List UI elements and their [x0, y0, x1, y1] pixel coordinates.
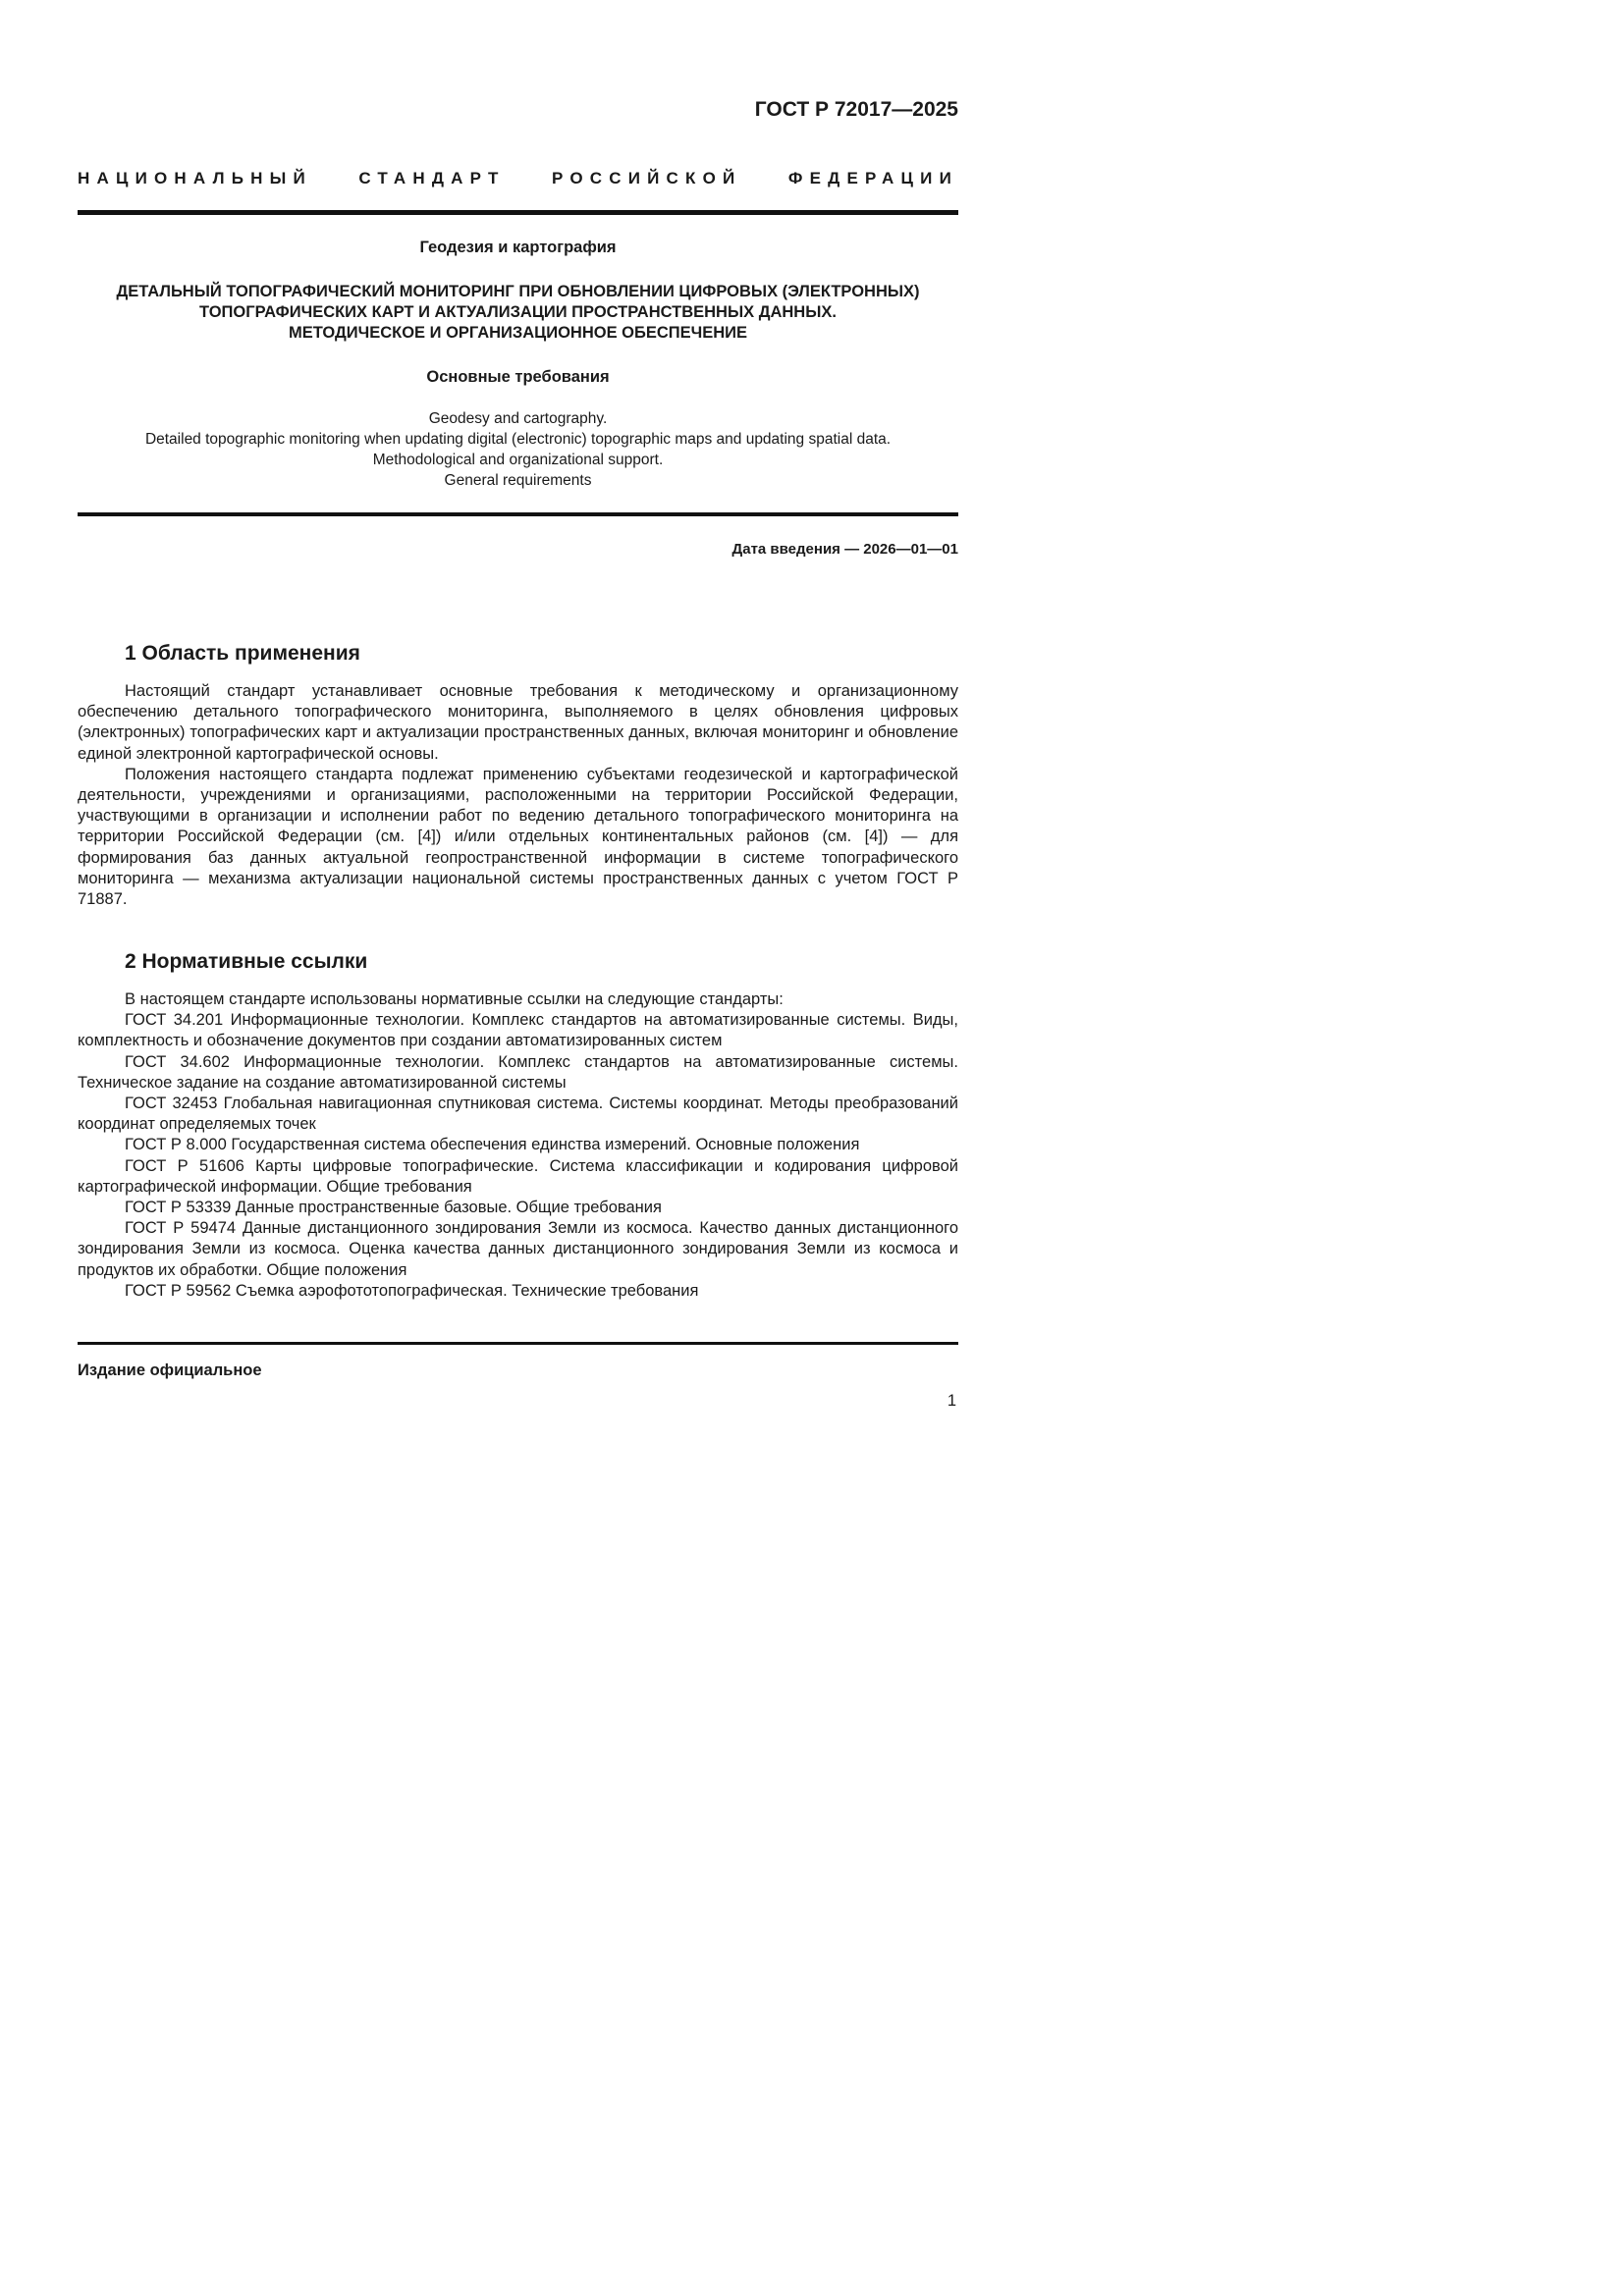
reference-item: ГОСТ Р 51606 Карты цифровые топографические. Система классификации и кодирования цифровой картографической информации. Общие требования	[78, 1156, 958, 1196]
reference-item: ГОСТ 34.201 Информационные технологии. Комплекс стандартов на автоматизированные системы. Виды, комплектность и обозначение документов при создании автоматизированных систем	[78, 1011, 958, 1050]
english-title-line: Detailed topographic monitoring when updating digital (electronic) topographic maps and updating spatial data.	[144, 431, 892, 448]
national-standard-banner: НАЦИОНАЛЬНЫЙ СТАНДАРТ РОССИЙСКОЙ ФЕДЕРАЦИИ	[78, 169, 958, 187]
gost-number: ГОСТ Р 72017—2025	[754, 98, 958, 121]
document-page	[0, 0, 1082, 1530]
top-divider	[78, 210, 958, 215]
paragraph: В настоящем стандарте использованы нормативные ссылки на следующие стандарты:	[125, 990, 784, 1008]
english-title-line: Methodological and organizational support.	[372, 452, 664, 468]
reference-item: ГОСТ Р 8.000 Государственная система обеспечения единства измерений. Основные положения	[125, 1136, 860, 1154]
document-title	[78, 282, 958, 344]
reference-item: ГОСТ 34.602 Информационные технологии. Комплекс стандартов на автоматизированные системы. Техническое задание на создание автоматизированной системы	[78, 1052, 958, 1092]
paragraph: Положения настоящего стандарта подлежат применению субъектами геодезической и картографической деятельности, учреждениями и организациями, расположенными на территории Российской Федерации, участвующими в организации и исполнении работ по ведению детального топографического мониторинга на территории Российской Федерации (см. [4]) и/или отдельных континентальных районов (см. [4]) — для формирования баз данных актуальной геопространственной информации в системе топографического мониторинга — механизма актуализации национальной системы пространственных данных с учетом ГОСТ Р 71887.	[78, 765, 958, 909]
section-heading-scope: 1 Область применения	[125, 642, 360, 665]
english-title-line: General requirements	[444, 472, 592, 489]
section-body-scope	[78, 681, 958, 910]
section-heading-normative-references: 2 Нормативные ссылки	[125, 950, 368, 973]
subject-heading: Геодезия и картография	[419, 239, 617, 256]
reference-item: ГОСТ Р 59474 Данные дистанционного зондирования Земли из космоса. Качество данных дистанционного зондирования Земли из космоса. Оценка качества данных дистанционного зондирования Земли из космоса и продуктов их обработки. Общие положения	[78, 1219, 958, 1279]
document-subtitle: Основные требования	[426, 368, 610, 386]
reference-item: ГОСТ Р 59562 Съемка аэрофототопографическая. Технические требования	[125, 1281, 699, 1300]
paragraph: Настоящий стандарт устанавливает основные требования к методическому и организационному обеспечению детального топографического мониторинга, выполняемого в целях обновления цифровых (электронных) топографических карт и актуализации пространственных данных, включая мониторинг и обновление единой электронной картографической основы.	[78, 682, 958, 763]
footer-divider	[78, 1342, 958, 1345]
reference-item: ГОСТ 32453 Глобальная навигационная спутниковая система. Системы координат. Методы преобразований координат определяемых точек	[78, 1095, 958, 1134]
english-title-line: Geodesy and cartography.	[428, 410, 608, 427]
official-edition-label: Издание официальное	[78, 1362, 262, 1379]
reference-item: ГОСТ Р 53339 Данные пространственные базовые. Общие требования	[125, 1199, 662, 1217]
title-line: МЕТОДИЧЕСКОЕ И ОРГАНИЗАЦИОННОЕ ОБЕСПЕЧЕНИЕ	[288, 324, 748, 342]
section-body-normative-references	[78, 989, 958, 1302]
title-line: ДЕТАЛЬНЫЙ ТОПОГРАФИЧЕСКИЙ МОНИТОРИНГ ПРИ ОБНОВЛЕНИИ ЦИФРОВЫХ (ЭЛЕКТРОННЫХ)	[116, 283, 920, 300]
english-title	[78, 408, 958, 491]
page-number: 1	[947, 1392, 956, 1410]
introduction-date: Дата введения — 2026—01—01	[731, 541, 958, 558]
title-line: ТОПОГРАФИЧЕСКИХ КАРТ И АКТУАЛИЗАЦИИ ПРОСТРАНСТВЕННЫХ ДАННЫХ.	[199, 303, 837, 321]
title-divider	[78, 512, 958, 516]
